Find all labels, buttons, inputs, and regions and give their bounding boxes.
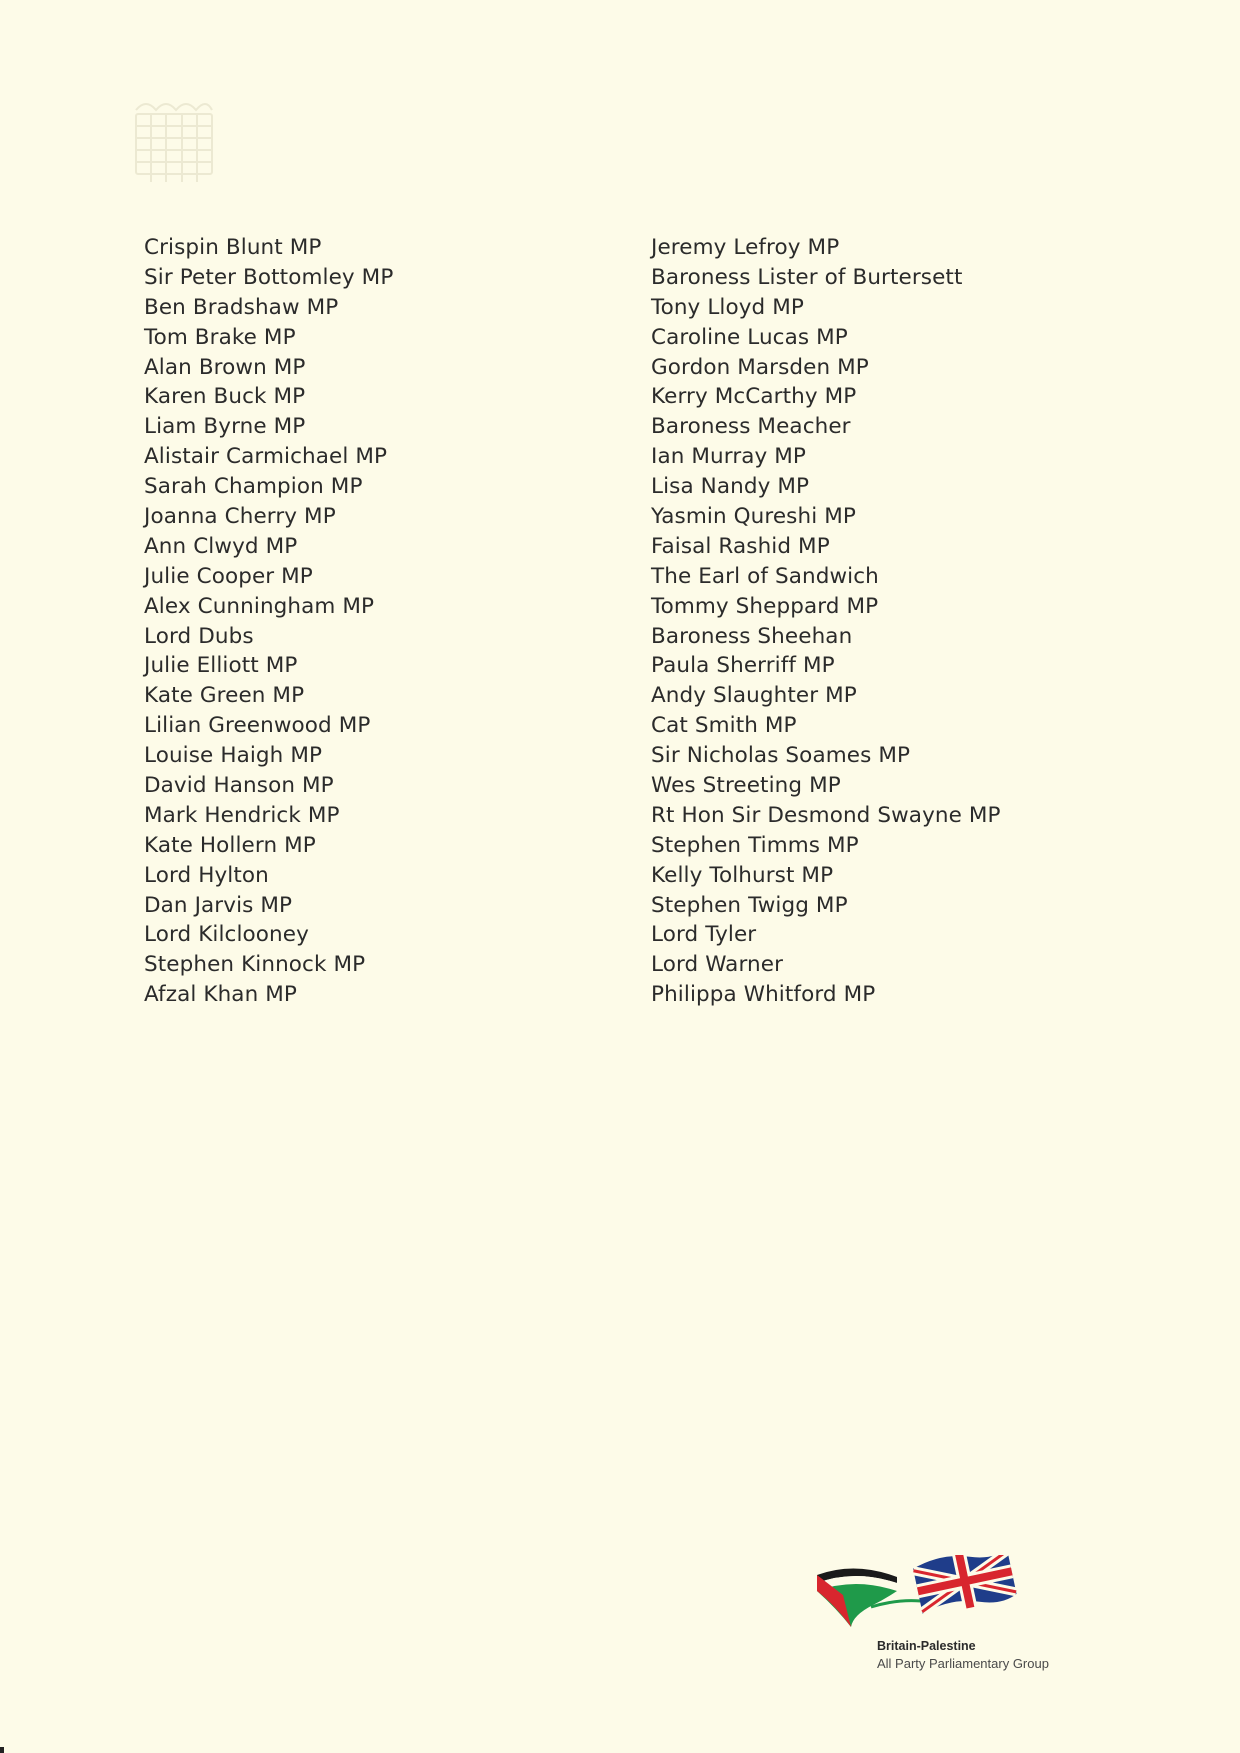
- signatory-name: Tony Lloyd MP: [651, 294, 804, 320]
- signatory-name: Baroness Meacher: [651, 414, 851, 440]
- signatory-name: Cat Smith MP: [651, 713, 797, 739]
- signatory-name: Ian Murray MP: [651, 444, 807, 470]
- signatory-name: Lord Tyler: [651, 922, 757, 948]
- signatory-name: Lord Kilclooney: [144, 922, 309, 948]
- britain-palestine-appg-logo: [815, 1555, 1075, 1675]
- signatory-name: Louise Haigh MP: [144, 743, 323, 769]
- signatory-name: Kelly Tolhurst MP: [651, 862, 834, 888]
- signatory-name: David Hanson MP: [144, 773, 334, 799]
- signatory-name: Stephen Kinnock MP: [144, 952, 366, 978]
- signatory-name: Dan Jarvis MP: [144, 892, 293, 918]
- signatory-name: Liam Byrne MP: [144, 414, 306, 440]
- signatory-name: Paula Sherriff MP: [651, 653, 835, 679]
- signatory-name: Mark Hendrick MP: [144, 802, 340, 828]
- signatory-name: Sir Peter Bottomley MP: [144, 264, 394, 290]
- signatory-name: Joanna Cherry MP: [144, 504, 336, 530]
- signatory-name: Alistair Carmichael MP: [144, 444, 388, 470]
- signatory-name: Andy Slaughter MP: [651, 683, 857, 709]
- signatory-name: The Earl of Sandwich: [651, 563, 879, 589]
- signatory-name: Lord Hylton: [144, 862, 269, 888]
- signatory-name: Alex Cunningham MP: [144, 593, 375, 619]
- signatory-name: Kate Hollern MP: [144, 832, 316, 858]
- signatory-name: Ann Clwyd MP: [144, 533, 298, 559]
- signatory-name: Baroness Lister of Burtersett: [651, 264, 963, 290]
- signatory-name: Tom Brake MP: [144, 324, 296, 350]
- signatory-name: Faisal Rashid MP: [651, 533, 830, 559]
- logo-title: Britain-Palestine: [877, 1639, 976, 1653]
- signatory-name: Alan Brown MP: [144, 354, 306, 380]
- signatory-name: Baroness Sheehan: [651, 623, 853, 649]
- signatory-name: Julie Cooper MP: [144, 563, 313, 589]
- logo-subtitle: All Party Parliamentary Group: [877, 1656, 1049, 1671]
- signatory-name: Afzal Khan MP: [144, 982, 297, 1008]
- signatory-name: Sarah Champion MP: [144, 474, 363, 500]
- scan-edge-mark: [0, 1747, 4, 1753]
- signatory-list-right: [651, 233, 1001, 1010]
- signatory-name: Stephen Timms MP: [651, 832, 859, 858]
- signatory-list-left: [144, 233, 393, 1010]
- palestine-uk-flags-icon: [815, 1555, 1025, 1637]
- signatory-name: Kate Green MP: [144, 683, 305, 709]
- signatory-name: Yasmin Qureshi MP: [651, 504, 856, 530]
- signatory-name: Karen Buck MP: [144, 384, 306, 410]
- signatory-name: Sir Nicholas Soames MP: [651, 743, 911, 769]
- signatory-name: Stephen Twigg MP: [651, 892, 848, 918]
- signatory-name: Lisa Nandy MP: [651, 474, 810, 500]
- signatory-name: Ben Bradshaw MP: [144, 294, 339, 320]
- signatory-name: Rt Hon Sir Desmond Swayne MP: [651, 802, 1001, 828]
- signatory-name: Wes Streeting MP: [651, 773, 841, 799]
- signatory-name: Julie Elliott MP: [144, 653, 298, 679]
- portcullis-emboss-icon: [126, 92, 218, 188]
- signatory-name: Caroline Lucas MP: [651, 324, 848, 350]
- signatory-name: Lilian Greenwood MP: [144, 713, 371, 739]
- signatory-name: Gordon Marsden MP: [651, 354, 869, 380]
- signatory-name: Lord Dubs: [144, 623, 254, 649]
- signatory-name: Tommy Sheppard MP: [651, 593, 879, 619]
- signatory-name: Lord Warner: [651, 952, 784, 978]
- signatory-name: Kerry McCarthy MP: [651, 384, 857, 410]
- signatory-name: Crispin Blunt MP: [144, 235, 322, 260]
- signatory-name: Jeremy Lefroy MP: [651, 235, 840, 260]
- signatory-name: Philippa Whitford MP: [651, 982, 876, 1008]
